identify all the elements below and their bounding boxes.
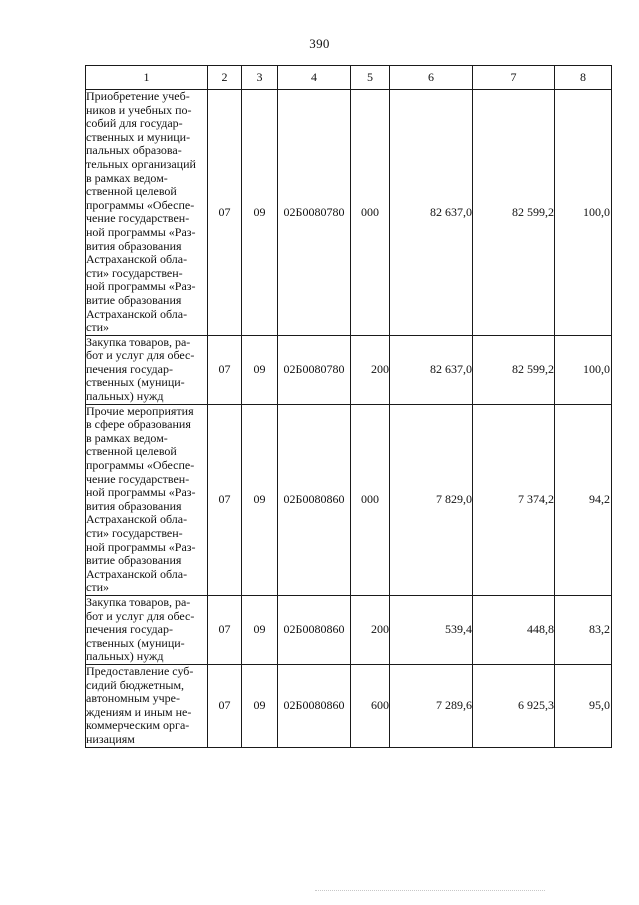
header-row bbox=[86, 66, 612, 90]
row-description bbox=[86, 595, 208, 664]
header-col-8: 8 bbox=[555, 66, 612, 90]
description-line: витие образования bbox=[86, 292, 182, 307]
description-line: Прочие мероприятия bbox=[86, 403, 194, 418]
header-col-3: 3 bbox=[242, 66, 278, 90]
row-executed: 7 374,2 bbox=[473, 404, 555, 595]
row-section: 07 bbox=[208, 664, 242, 747]
description-line: в рамках ведом- bbox=[86, 170, 168, 185]
description-line: программы «Обеспе- bbox=[86, 197, 195, 212]
description-line: бот и услуг для обес- bbox=[86, 608, 195, 623]
description-line: пальных) нужд bbox=[86, 389, 164, 404]
description-line: Астраханской обла- bbox=[86, 512, 188, 527]
row-expense-type: 000 bbox=[351, 404, 390, 595]
header-col-7: 7 bbox=[473, 66, 555, 90]
row-subsection: 09 bbox=[242, 404, 278, 595]
description-line: чение государствен- bbox=[86, 211, 190, 226]
table-row bbox=[86, 595, 612, 664]
table-row bbox=[86, 90, 612, 336]
row-subsection: 09 bbox=[242, 664, 278, 747]
description-line: в сфере образования bbox=[86, 417, 191, 432]
description-line: ственных (муници- bbox=[86, 635, 185, 650]
header-col-2: 2 bbox=[208, 66, 242, 90]
description-line: автономным учре- bbox=[86, 691, 181, 706]
description-line: коммерческим орга- bbox=[86, 718, 190, 733]
row-description bbox=[86, 90, 208, 336]
description-line: собий для государ- bbox=[86, 116, 183, 131]
description-line: сти» государствен- bbox=[86, 526, 183, 540]
description-line: витие образования bbox=[86, 553, 182, 568]
row-description bbox=[86, 404, 208, 595]
scan-artifact-line bbox=[315, 890, 545, 891]
description-line: ственных и муници- bbox=[86, 129, 191, 144]
row-planned: 7 289,6 bbox=[390, 664, 473, 747]
description-line: программы «Обеспе- bbox=[86, 458, 195, 473]
description-line: сти» bbox=[86, 580, 109, 595]
row-percent: 100,0 bbox=[555, 90, 612, 336]
row-target-code: 02Б0080860 bbox=[278, 664, 351, 747]
description-line: вития образования bbox=[86, 498, 182, 513]
row-percent: 94,2 bbox=[555, 404, 612, 595]
header-col-4: 4 bbox=[278, 66, 351, 90]
description-line: пальных образова- bbox=[86, 143, 182, 158]
budget-table bbox=[85, 65, 612, 748]
description-line: ников и учебных по- bbox=[86, 102, 192, 117]
row-expense-type: 200 bbox=[351, 335, 390, 404]
row-section: 07 bbox=[208, 595, 242, 664]
row-planned: 539,4 bbox=[390, 595, 473, 664]
row-subsection: 09 bbox=[242, 90, 278, 336]
row-section: 07 bbox=[208, 404, 242, 595]
description-line: ственной целевой bbox=[86, 184, 177, 199]
row-expense-type: 000 bbox=[351, 90, 390, 336]
row-section: 07 bbox=[208, 90, 242, 336]
row-planned: 82 637,0 bbox=[390, 335, 473, 404]
description-line: Закупка товаров, ра- bbox=[86, 334, 191, 349]
header-col-6: 6 bbox=[390, 66, 473, 90]
row-planned: 7 829,0 bbox=[390, 404, 473, 595]
description-line: пальных) нужд bbox=[86, 649, 164, 664]
row-target-code: 02Б0080860 bbox=[278, 404, 351, 595]
description-line: чение государствен- bbox=[86, 471, 190, 486]
description-line: тельных организаций bbox=[86, 156, 196, 171]
description-line: сти» bbox=[86, 320, 109, 335]
row-executed: 82 599,2 bbox=[473, 90, 555, 336]
row-percent: 83,2 bbox=[555, 595, 612, 664]
page-number: 390 bbox=[309, 36, 330, 51]
header-col-5: 5 bbox=[351, 66, 390, 90]
row-planned: 82 637,0 bbox=[390, 90, 473, 336]
description-line: ной программы «Раз- bbox=[86, 539, 196, 554]
description-line: сидий бюджетным, bbox=[86, 677, 185, 692]
description-line: ной программы «Раз- bbox=[86, 279, 196, 294]
description-line: печения государ- bbox=[86, 361, 173, 376]
row-description bbox=[86, 335, 208, 404]
row-executed: 448,8 bbox=[473, 595, 555, 664]
row-target-code: 02Б0080780 bbox=[278, 90, 351, 336]
row-subsection: 09 bbox=[242, 335, 278, 404]
row-percent: 95,0 bbox=[555, 664, 612, 747]
description-line: низациям bbox=[86, 731, 135, 746]
row-expense-type: 600 bbox=[351, 664, 390, 747]
description-line: в рамках ведом- bbox=[86, 430, 168, 445]
description-line: ной программы «Раз- bbox=[86, 485, 196, 500]
description-line: Приобретение учеб- bbox=[86, 89, 190, 103]
table-row bbox=[86, 664, 612, 747]
row-target-code: 02Б0080780 bbox=[278, 335, 351, 404]
table-body bbox=[86, 90, 612, 748]
header-col-1: 1 bbox=[86, 66, 208, 90]
description-line: Астраханской обла- bbox=[86, 306, 188, 321]
description-line: печения государ- bbox=[86, 622, 173, 637]
description-line: ственных (муници- bbox=[86, 375, 185, 390]
table-row bbox=[86, 404, 612, 595]
row-percent: 100,0 bbox=[555, 335, 612, 404]
row-expense-type: 200 bbox=[351, 595, 390, 664]
description-line: ждениям и иным не- bbox=[86, 704, 192, 719]
description-line: сти» государствен- bbox=[86, 265, 183, 280]
description-line: Астраханской обла- bbox=[86, 252, 188, 267]
row-subsection: 09 bbox=[242, 595, 278, 664]
description-line: Закупка товаров, ра- bbox=[86, 594, 191, 609]
description-line: бот и услуг для обес- bbox=[86, 348, 195, 363]
row-executed: 6 925,3 bbox=[473, 664, 555, 747]
description-line: ной программы «Раз- bbox=[86, 224, 196, 239]
description-line: Предоставление суб- bbox=[86, 663, 194, 678]
description-line: Астраханской обла- bbox=[86, 566, 188, 581]
row-description bbox=[86, 664, 208, 747]
description-line: ственной целевой bbox=[86, 444, 177, 459]
description-line: вития образования bbox=[86, 238, 182, 253]
row-section: 07 bbox=[208, 335, 242, 404]
row-executed: 82 599,2 bbox=[473, 335, 555, 404]
row-target-code: 02Б0080860 bbox=[278, 595, 351, 664]
table-row bbox=[86, 335, 612, 404]
